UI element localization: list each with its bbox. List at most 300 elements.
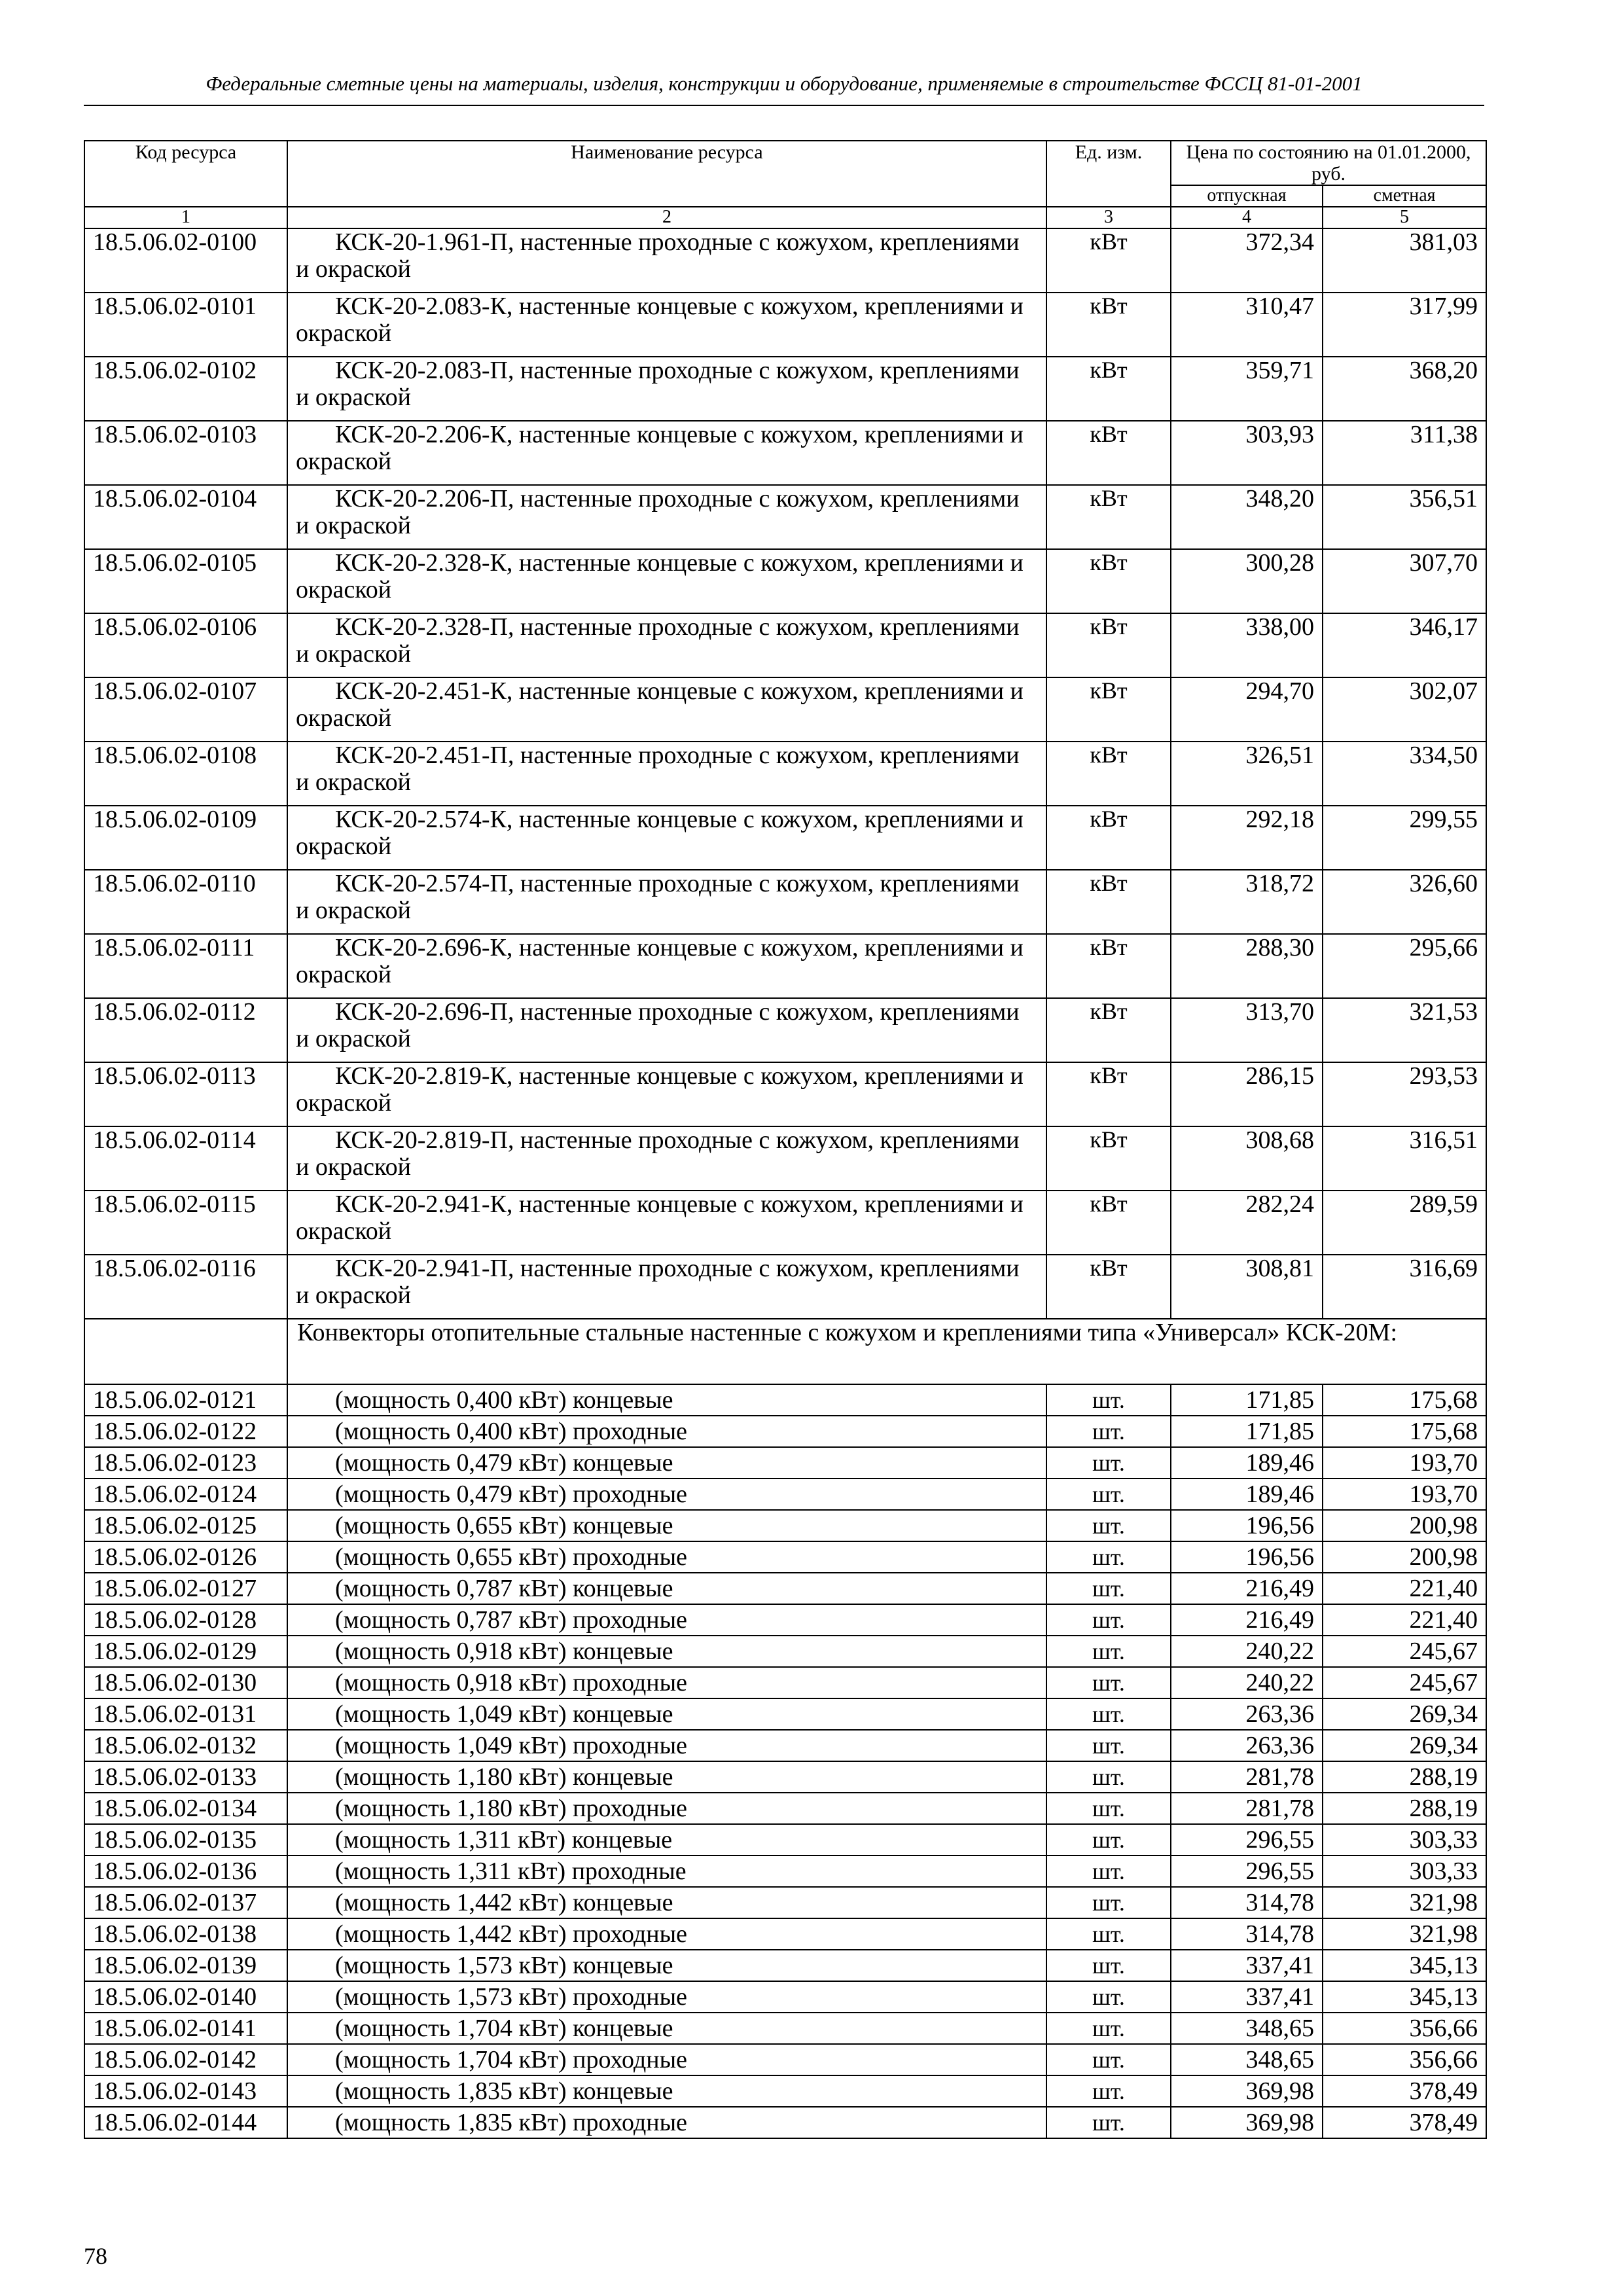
estimate-price: 245,67 — [1323, 1636, 1486, 1667]
estimate-price: 269,34 — [1323, 1730, 1486, 1761]
resource-code: 18.5.06.02-0142 — [84, 2044, 287, 2075]
unit-of-measure: кВт — [1046, 421, 1171, 485]
table-row — [84, 1950, 1486, 1981]
estimate-price: 378,49 — [1323, 2107, 1486, 2138]
resource-name-text: (мощность 1,049 кВт) концевые — [335, 1700, 673, 1728]
release-price: 240,22 — [1171, 1636, 1323, 1667]
release-price: 189,46 — [1171, 1447, 1323, 1479]
table-row — [84, 2013, 1486, 2044]
column-number-row — [84, 207, 1486, 228]
release-price: 348,65 — [1171, 2044, 1323, 2075]
resource-name — [287, 806, 1046, 870]
estimate-price: 345,13 — [1323, 1950, 1486, 1981]
release-price: 348,65 — [1171, 2013, 1323, 2044]
resource-name-text: КСК-20-2.941-П, настенные проходные с кожухом, креплениями и окраской — [296, 1254, 1020, 1310]
unit-of-measure: шт. — [1046, 1761, 1171, 1793]
resource-name-text: КСК-20-1.961-П, настенные проходные с кожухом, креплениями и окраской — [296, 228, 1020, 283]
resource-code: 18.5.06.02-0102 — [84, 357, 287, 421]
header-name: Наименование ресурса — [287, 141, 1046, 207]
unit-of-measure: шт. — [1046, 1604, 1171, 1636]
release-price: 240,22 — [1171, 1667, 1323, 1698]
table-row — [84, 1126, 1486, 1191]
resource-name-text: (мощность 1,180 кВт) концевые — [335, 1763, 673, 1791]
release-price: 314,78 — [1171, 1918, 1323, 1950]
table-row — [84, 485, 1486, 549]
resource-code: 18.5.06.02-0139 — [84, 1950, 287, 1981]
resource-name-text: (мощность 0,918 кВт) проходные — [335, 1668, 688, 1696]
resource-code: 18.5.06.02-0115 — [84, 1191, 287, 1255]
estimate-price: 200,98 — [1323, 1510, 1486, 1541]
estimate-price: 316,51 — [1323, 1126, 1486, 1191]
estimate-price: 303,33 — [1323, 1824, 1486, 1856]
unit-of-measure: кВт — [1046, 357, 1171, 421]
resource-name — [287, 1856, 1046, 1887]
unit-of-measure: кВт — [1046, 677, 1171, 742]
table-row — [84, 1191, 1486, 1255]
resource-code: 18.5.06.02-0133 — [84, 1761, 287, 1793]
resource-code: 18.5.06.02-0122 — [84, 1416, 287, 1447]
estimate-price: 356,66 — [1323, 2044, 1486, 2075]
unit-of-measure: шт. — [1046, 1981, 1171, 2013]
resource-code: 18.5.06.02-0106 — [84, 613, 287, 677]
resource-name — [287, 934, 1046, 998]
estimate-price: 302,07 — [1323, 677, 1486, 742]
resource-code: 18.5.06.02-0113 — [84, 1062, 287, 1126]
resource-name-text: (мощность 1,704 кВт) проходные — [335, 2045, 688, 2073]
resource-name — [287, 2075, 1046, 2107]
release-price: 338,00 — [1171, 613, 1323, 677]
estimate-price: 193,70 — [1323, 1479, 1486, 1510]
resource-name-text: КСК-20-2.206-П, настенные проходные с кожухом, креплениями и окраской — [296, 484, 1020, 540]
unit-of-measure: шт. — [1046, 1416, 1171, 1447]
estimate-price: 346,17 — [1323, 613, 1486, 677]
table-row — [84, 1510, 1486, 1541]
release-price: 294,70 — [1171, 677, 1323, 742]
release-price: 310,47 — [1171, 293, 1323, 357]
release-price: 286,15 — [1171, 1062, 1323, 1126]
resource-name — [287, 1698, 1046, 1730]
resource-name-text: КСК-20-2.083-К, настенные концевые с кожухом, креплениями и окраской — [296, 292, 1024, 348]
section-code-empty — [84, 1319, 287, 1384]
table-row — [84, 677, 1486, 742]
resource-name-text: (мощность 0,655 кВт) концевые — [335, 1511, 673, 1539]
table-row — [84, 998, 1486, 1062]
resource-name — [287, 1126, 1046, 1191]
unit-of-measure: шт. — [1046, 1793, 1171, 1824]
table-row — [84, 2107, 1486, 2138]
resource-name — [287, 742, 1046, 806]
resource-name — [287, 1384, 1046, 1416]
estimate-price: 368,20 — [1323, 357, 1486, 421]
col-number: 3 — [1046, 207, 1171, 228]
resource-code: 18.5.06.02-0128 — [84, 1604, 287, 1636]
release-price: 292,18 — [1171, 806, 1323, 870]
table-row — [84, 1667, 1486, 1698]
resource-code: 18.5.06.02-0108 — [84, 742, 287, 806]
resource-name-text: (мощность 1,442 кВт) концевые — [335, 1888, 673, 1916]
resource-code: 18.5.06.02-0124 — [84, 1479, 287, 1510]
resource-name-text: КСК-20-2.451-П, настенные проходные с кожухом, креплениями и окраской — [296, 741, 1020, 797]
resource-name — [287, 1887, 1046, 1918]
estimate-price: 288,19 — [1323, 1761, 1486, 1793]
resource-name — [287, 1510, 1046, 1541]
resource-name-text: КСК-20-2.328-П, настенные проходные с кожухом, креплениями и окраской — [296, 613, 1020, 668]
estimate-price: 356,66 — [1323, 2013, 1486, 2044]
resource-code: 18.5.06.02-0137 — [84, 1887, 287, 1918]
table-row — [84, 1698, 1486, 1730]
resource-name — [287, 1479, 1046, 1510]
release-price: 303,93 — [1171, 421, 1323, 485]
resource-code: 18.5.06.02-0132 — [84, 1730, 287, 1761]
unit-of-measure: шт. — [1046, 1479, 1171, 1510]
release-price: 189,46 — [1171, 1479, 1323, 1510]
resource-name — [287, 1667, 1046, 1698]
table-row — [84, 1730, 1486, 1761]
table-row — [84, 421, 1486, 485]
table-row — [84, 2075, 1486, 2107]
resource-name-text: (мощность 0,400 кВт) концевые — [335, 1386, 673, 1414]
resource-code: 18.5.06.02-0127 — [84, 1573, 287, 1604]
resource-code: 18.5.06.02-0134 — [84, 1793, 287, 1824]
estimate-price: 334,50 — [1323, 742, 1486, 806]
table-row — [84, 1062, 1486, 1126]
unit-of-measure: кВт — [1046, 1191, 1171, 1255]
estimate-price: 381,03 — [1323, 228, 1486, 293]
unit-of-measure: кВт — [1046, 1126, 1171, 1191]
resource-name-text: (мощность 0,655 кВт) проходные — [335, 1543, 688, 1571]
resource-name — [287, 1636, 1046, 1667]
resource-name — [287, 2044, 1046, 2075]
table-row — [84, 1918, 1486, 1950]
resource-name-text: КСК-20-2.574-К, настенные концевые с кожухом, креплениями и окраской — [296, 805, 1024, 861]
resource-name — [287, 2107, 1046, 2138]
resource-name — [287, 1950, 1046, 1981]
unit-of-measure: кВт — [1046, 806, 1171, 870]
release-price: 171,85 — [1171, 1384, 1323, 1416]
estimate-price: 316,69 — [1323, 1255, 1486, 1319]
table-row — [84, 806, 1486, 870]
table-row — [84, 1761, 1486, 1793]
resource-name-text: (мощность 1,704 кВт) концевые — [335, 2014, 673, 2042]
header-code: Код ресурса — [84, 141, 287, 207]
table-row — [84, 1981, 1486, 2013]
table-row — [84, 1541, 1486, 1573]
section-heading-row — [84, 1319, 1486, 1384]
resource-name — [287, 1918, 1046, 1950]
resource-name — [287, 1761, 1046, 1793]
resource-name-text: КСК-20-2.206-К, настенные концевые с кожухом, креплениями и окраской — [296, 420, 1024, 476]
release-price: 216,49 — [1171, 1573, 1323, 1604]
resource-code: 18.5.06.02-0144 — [84, 2107, 287, 2138]
table-row — [84, 228, 1486, 293]
release-price: 281,78 — [1171, 1761, 1323, 1793]
resource-name-text: КСК-20-2.941-К, настенные концевые с кожухом, креплениями и окраской — [296, 1190, 1024, 1246]
table-row — [84, 742, 1486, 806]
estimate-price: 356,51 — [1323, 485, 1486, 549]
resource-name-text: (мощность 0,918 кВт) концевые — [335, 1637, 673, 1665]
resource-name — [287, 1730, 1046, 1761]
document-header: Федеральные сметные цены на материалы, изделия, конструкции и оборудование, применяемые в строительстве ФССЦ 81-01-2001 — [205, 72, 1363, 95]
table-row — [84, 1793, 1486, 1824]
table-row — [84, 357, 1486, 421]
resource-name-text: (мощность 0,479 кВт) концевые — [335, 1448, 673, 1477]
estimate-price: 175,68 — [1323, 1416, 1486, 1447]
unit-of-measure: шт. — [1046, 1918, 1171, 1950]
release-price: 308,81 — [1171, 1255, 1323, 1319]
estimate-price: 378,49 — [1323, 2075, 1486, 2107]
release-price: 288,30 — [1171, 934, 1323, 998]
unit-of-measure: кВт — [1046, 293, 1171, 357]
unit-of-measure: кВт — [1046, 613, 1171, 677]
resource-code: 18.5.06.02-0123 — [84, 1447, 287, 1479]
estimate-price: 299,55 — [1323, 806, 1486, 870]
release-price: 216,49 — [1171, 1604, 1323, 1636]
unit-of-measure: шт. — [1046, 1636, 1171, 1667]
resource-name-text: КСК-20-2.819-П, настенные проходные с кожухом, креплениями и окраской — [296, 1126, 1020, 1181]
resource-code: 18.5.06.02-0114 — [84, 1126, 287, 1191]
release-price: 263,36 — [1171, 1698, 1323, 1730]
resource-name — [287, 1191, 1046, 1255]
header-price-group: Цена по состоянию на 01.01.2000, руб. — [1171, 141, 1486, 185]
resource-name — [287, 485, 1046, 549]
resource-code: 18.5.06.02-0100 — [84, 228, 287, 293]
estimate-price: 321,98 — [1323, 1918, 1486, 1950]
resource-code: 18.5.06.02-0130 — [84, 1667, 287, 1698]
estimate-price: 307,70 — [1323, 549, 1486, 613]
estimate-price: 221,40 — [1323, 1604, 1486, 1636]
resource-name-text: (мощность 1,835 кВт) проходные — [335, 2108, 688, 2136]
unit-of-measure: шт. — [1046, 1541, 1171, 1573]
unit-of-measure: шт. — [1046, 2044, 1171, 2075]
release-price: 296,55 — [1171, 1824, 1323, 1856]
unit-of-measure: шт. — [1046, 1573, 1171, 1604]
header-price-estimate: сметная — [1323, 185, 1486, 207]
release-price: 369,98 — [1171, 2107, 1323, 2138]
resource-code: 18.5.06.02-0141 — [84, 2013, 287, 2044]
table-row — [84, 1887, 1486, 1918]
resource-code: 18.5.06.02-0125 — [84, 1510, 287, 1541]
table-row — [84, 613, 1486, 677]
release-price: 369,98 — [1171, 2075, 1323, 2107]
unit-of-measure: шт. — [1046, 1667, 1171, 1698]
table-row — [84, 1384, 1486, 1416]
resource-name-text: КСК-20-2.574-П, настенные проходные с кожухом, креплениями и окраской — [296, 869, 1020, 925]
table-row — [84, 1824, 1486, 1856]
resource-code: 18.5.06.02-0101 — [84, 293, 287, 357]
col-number: 4 — [1171, 207, 1323, 228]
resource-code: 18.5.06.02-0107 — [84, 677, 287, 742]
resource-code: 18.5.06.02-0138 — [84, 1918, 287, 1950]
table-row — [84, 934, 1486, 998]
resource-name — [287, 870, 1046, 934]
header-unit: Ед. изм. — [1046, 141, 1171, 207]
release-price: 263,36 — [1171, 1730, 1323, 1761]
estimate-price: 295,66 — [1323, 934, 1486, 998]
table-row — [84, 1479, 1486, 1510]
resource-name-text: КСК-20-2.696-К, настенные концевые с кожухом, креплениями и окраской — [296, 933, 1024, 989]
unit-of-measure: шт. — [1046, 1856, 1171, 1887]
resource-name-text: (мощность 1,311 кВт) проходные — [335, 1857, 687, 1885]
section-title: Конвекторы отопительные стальные настенные с кожухом и креплениями типа «Универсал» КСК-20М: — [287, 1319, 1486, 1384]
estimate-price: 293,53 — [1323, 1062, 1486, 1126]
resource-code: 18.5.06.02-0116 — [84, 1255, 287, 1319]
resource-name-text: КСК-20-2.696-П, настенные проходные с кожухом, креплениями и окраской — [296, 997, 1020, 1053]
release-price: 314,78 — [1171, 1887, 1323, 1918]
resource-name-text: КСК-20-2.083-П, настенные проходные с кожухом, креплениями и окраской — [296, 356, 1020, 412]
estimate-price: 269,34 — [1323, 1698, 1486, 1730]
estimate-price: 289,59 — [1323, 1191, 1486, 1255]
estimate-price: 345,13 — [1323, 1981, 1486, 2013]
resource-name — [287, 228, 1046, 293]
unit-of-measure: кВт — [1046, 934, 1171, 998]
unit-of-measure: шт. — [1046, 1950, 1171, 1981]
resource-name-text: (мощность 1,049 кВт) проходные — [335, 1731, 688, 1759]
unit-of-measure: кВт — [1046, 228, 1171, 293]
header-price-release: отпускная — [1171, 185, 1323, 207]
unit-of-measure: кВт — [1046, 742, 1171, 806]
unit-of-measure: шт. — [1046, 2107, 1171, 2138]
unit-of-measure: шт. — [1046, 2013, 1171, 2044]
table-row — [84, 1416, 1486, 1447]
estimate-price: 221,40 — [1323, 1573, 1486, 1604]
table-row — [84, 1856, 1486, 1887]
release-price: 300,28 — [1171, 549, 1323, 613]
resource-name — [287, 1255, 1046, 1319]
resource-name-text: (мощность 0,479 кВт) проходные — [335, 1480, 688, 1508]
col-number: 1 — [84, 207, 287, 228]
table-row — [84, 1636, 1486, 1667]
table-row — [84, 1573, 1486, 1604]
resource-name-text: (мощность 1,442 кВт) проходные — [335, 1920, 688, 1948]
resource-name-text: (мощность 1,573 кВт) концевые — [335, 1951, 673, 1979]
release-price: 337,41 — [1171, 1950, 1323, 1981]
resource-name-text: КСК-20-2.328-К, настенные концевые с кожухом, креплениями и окраской — [296, 548, 1024, 604]
estimate-price: 288,19 — [1323, 1793, 1486, 1824]
resource-name-text: КСК-20-2.451-К, настенные концевые с кожухом, креплениями и окраской — [296, 677, 1024, 732]
release-price: 281,78 — [1171, 1793, 1323, 1824]
resource-code: 18.5.06.02-0121 — [84, 1384, 287, 1416]
table-row — [84, 1255, 1486, 1319]
release-price: 308,68 — [1171, 1126, 1323, 1191]
col-number: 5 — [1323, 207, 1486, 228]
unit-of-measure: кВт — [1046, 870, 1171, 934]
resource-price-table — [84, 140, 1487, 2139]
resource-code: 18.5.06.02-0110 — [84, 870, 287, 934]
resource-name-text: (мощность 0,787 кВт) проходные — [335, 1605, 688, 1634]
table-row — [84, 2044, 1486, 2075]
resource-name — [287, 1447, 1046, 1479]
resource-name — [287, 1604, 1046, 1636]
table-row — [84, 549, 1486, 613]
resource-name — [287, 1541, 1046, 1573]
resource-name — [287, 1981, 1046, 2013]
resource-code: 18.5.06.02-0126 — [84, 1541, 287, 1573]
resource-name-text: (мощность 0,400 кВт) проходные — [335, 1417, 688, 1445]
header-divider — [84, 105, 1484, 106]
estimate-price: 200,98 — [1323, 1541, 1486, 1573]
resource-code: 18.5.06.02-0143 — [84, 2075, 287, 2107]
unit-of-measure: шт. — [1046, 1824, 1171, 1856]
unit-of-measure: кВт — [1046, 485, 1171, 549]
release-price: 296,55 — [1171, 1856, 1323, 1887]
release-price: 196,56 — [1171, 1541, 1323, 1573]
resource-code: 18.5.06.02-0109 — [84, 806, 287, 870]
resource-name-text: (мощность 1,835 кВт) концевые — [335, 2077, 673, 2105]
page-number: 78 — [84, 2243, 107, 2269]
release-price: 359,71 — [1171, 357, 1323, 421]
resource-name — [287, 357, 1046, 421]
estimate-price: 321,98 — [1323, 1887, 1486, 1918]
resource-name — [287, 613, 1046, 677]
resource-code: 18.5.06.02-0103 — [84, 421, 287, 485]
resource-name-text: (мощность 1,311 кВт) концевые — [335, 1825, 673, 1854]
resource-name-text: (мощность 1,180 кВт) проходные — [335, 1794, 688, 1822]
resource-name — [287, 293, 1046, 357]
resource-name — [287, 1062, 1046, 1126]
resource-code: 18.5.06.02-0131 — [84, 1698, 287, 1730]
table-row — [84, 870, 1486, 934]
release-price: 326,51 — [1171, 742, 1323, 806]
resource-name — [287, 1573, 1046, 1604]
unit-of-measure: кВт — [1046, 998, 1171, 1062]
release-price: 282,24 — [1171, 1191, 1323, 1255]
release-price: 171,85 — [1171, 1416, 1323, 1447]
estimate-price: 326,60 — [1323, 870, 1486, 934]
resource-name — [287, 421, 1046, 485]
table-body — [84, 228, 1486, 2138]
table-row — [84, 293, 1486, 357]
release-price: 348,20 — [1171, 485, 1323, 549]
estimate-price: 245,67 — [1323, 1667, 1486, 1698]
estimate-price: 303,33 — [1323, 1856, 1486, 1887]
resource-name — [287, 1793, 1046, 1824]
resource-code: 18.5.06.02-0129 — [84, 1636, 287, 1667]
unit-of-measure: шт. — [1046, 1698, 1171, 1730]
unit-of-measure: кВт — [1046, 1255, 1171, 1319]
table-row — [84, 1447, 1486, 1479]
release-price: 196,56 — [1171, 1510, 1323, 1541]
resource-code: 18.5.06.02-0111 — [84, 934, 287, 998]
table-header — [84, 141, 1486, 228]
unit-of-measure: кВт — [1046, 549, 1171, 613]
release-price: 372,34 — [1171, 228, 1323, 293]
unit-of-measure: шт. — [1046, 1887, 1171, 1918]
estimate-price: 321,53 — [1323, 998, 1486, 1062]
estimate-price: 311,38 — [1323, 421, 1486, 485]
unit-of-measure: шт. — [1046, 2075, 1171, 2107]
unit-of-measure: шт. — [1046, 1384, 1171, 1416]
unit-of-measure: шт. — [1046, 1730, 1171, 1761]
resource-code: 18.5.06.02-0104 — [84, 485, 287, 549]
release-price: 337,41 — [1171, 1981, 1323, 2013]
unit-of-measure: шт. — [1046, 1510, 1171, 1541]
resource-name — [287, 1416, 1046, 1447]
resource-name — [287, 549, 1046, 613]
release-price: 313,70 — [1171, 998, 1323, 1062]
unit-of-measure: шт. — [1046, 1447, 1171, 1479]
resource-code: 18.5.06.02-0140 — [84, 1981, 287, 2013]
estimate-price: 175,68 — [1323, 1384, 1486, 1416]
resource-code: 18.5.06.02-0135 — [84, 1824, 287, 1856]
resource-name — [287, 998, 1046, 1062]
resource-code: 18.5.06.02-0112 — [84, 998, 287, 1062]
unit-of-measure: кВт — [1046, 1062, 1171, 1126]
resource-name — [287, 1824, 1046, 1856]
resource-name-text: (мощность 0,787 кВт) концевые — [335, 1574, 673, 1602]
estimate-price: 193,70 — [1323, 1447, 1486, 1479]
resource-name-text: (мощность 1,573 кВт) проходные — [335, 1982, 688, 2011]
resource-name — [287, 677, 1046, 742]
